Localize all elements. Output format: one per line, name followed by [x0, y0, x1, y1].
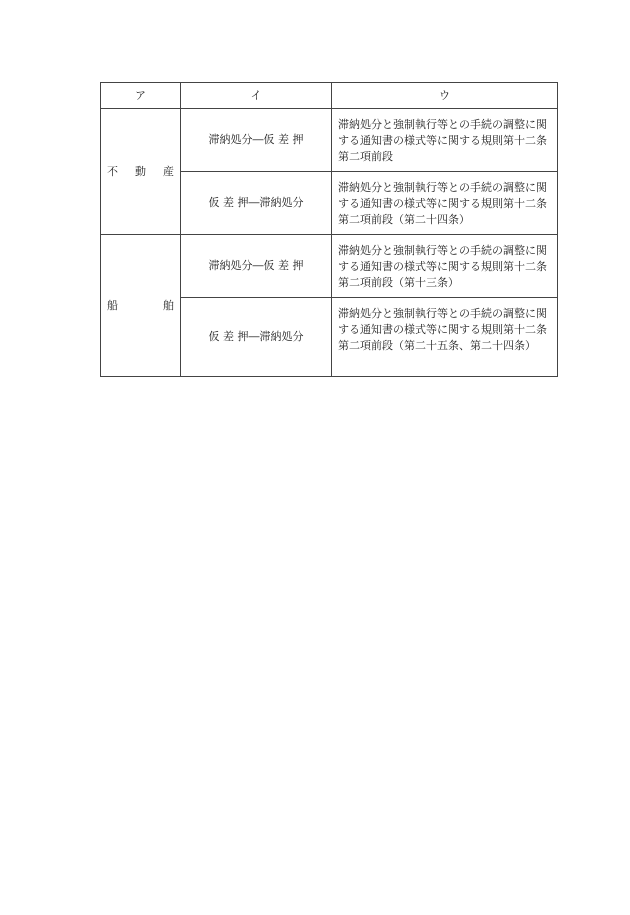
category-char: 産: [163, 164, 174, 178]
category-char: 舶: [163, 298, 174, 312]
procedure-cell: 仮 差 押―滞納処分: [181, 298, 332, 377]
table-row: [101, 109, 558, 172]
category-char: 船: [107, 298, 118, 312]
category-ship: [101, 235, 181, 377]
procedure-cell: 滞納処分―仮 差 押: [181, 235, 332, 298]
procedure-cell: 仮 差 押―滞納処分: [181, 172, 332, 235]
document-table: [100, 82, 558, 377]
procedure-cell: 滞納処分―仮 差 押: [181, 109, 332, 172]
category-char: 動: [135, 164, 146, 178]
category-real-estate: [101, 109, 181, 235]
table-row: [101, 235, 558, 298]
category-char: 不: [107, 164, 118, 178]
rule-cell: 滞納処分と強制執行等との手続の調整に関する通知書の様式等に関する規則第十二条第二項前段（第二十四条）: [332, 172, 558, 235]
header-i: イ: [181, 83, 332, 109]
header-u: ウ: [332, 83, 558, 109]
rule-cell: 滞納処分と強制執行等との手続の調整に関する通知書の様式等に関する規則第十二条第二項前段（第二十五条、第二十四条）: [332, 298, 558, 377]
header-a: ア: [101, 83, 181, 109]
rule-cell: 滞納処分と強制執行等との手続の調整に関する通知書の様式等に関する規則第十二条第二項前段: [332, 109, 558, 172]
rule-cell: 滞納処分と強制執行等との手続の調整に関する通知書の様式等に関する規則第十二条第二項前段（第十三条）: [332, 235, 558, 298]
table-header-row: [101, 83, 558, 109]
